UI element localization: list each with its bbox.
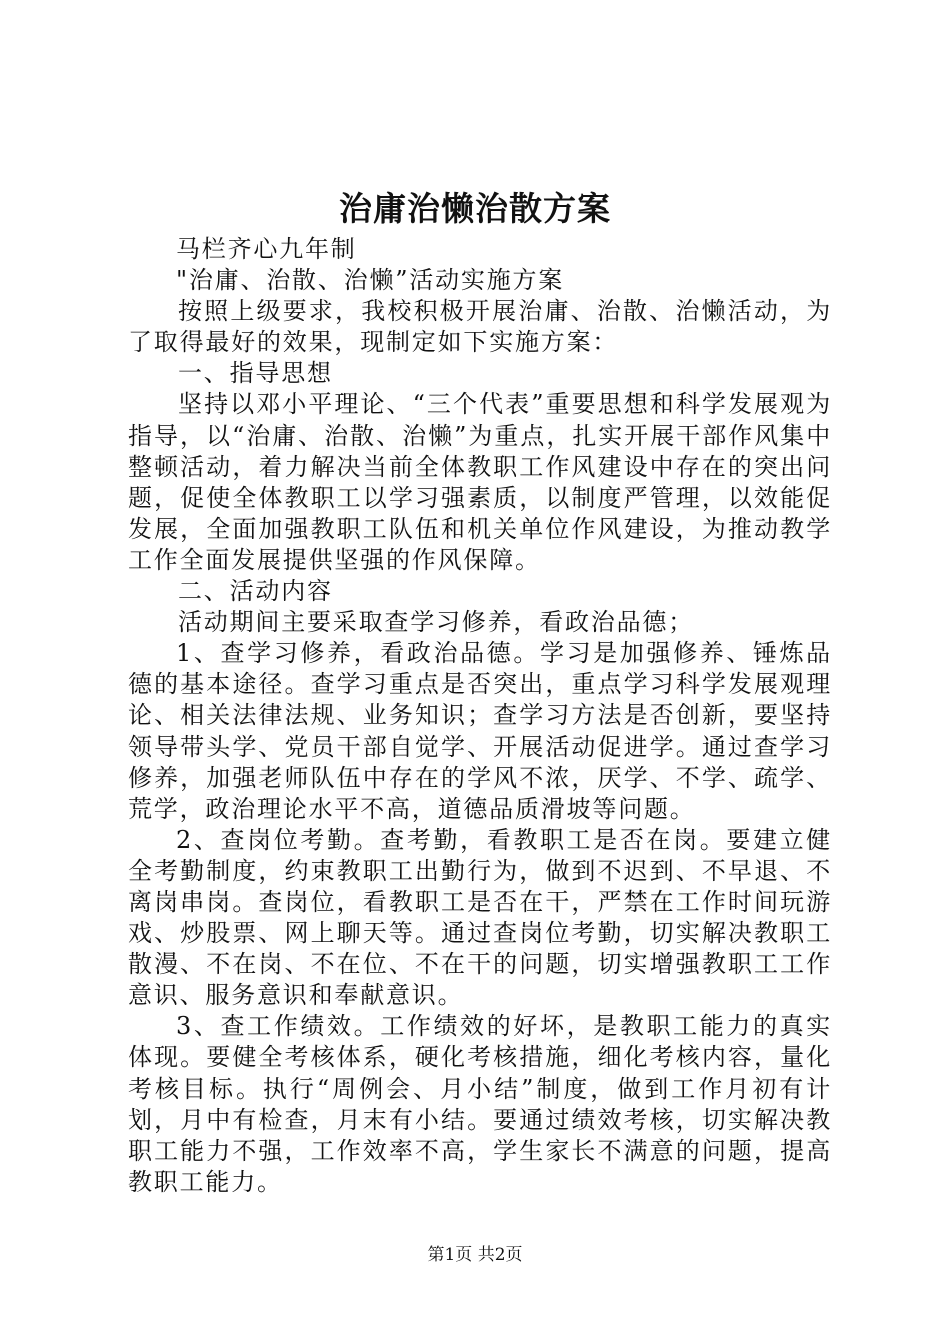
document-title: 治庸治懒治散方案 <box>339 189 611 228</box>
section-heading-activity-content: 二、活动内容 <box>178 577 333 606</box>
section-heading-guiding-thought: 一、指导思想 <box>178 359 333 388</box>
activity-summary-paragraph: 活动期间主要采取查学习修养，看政治品德； <box>178 608 694 637</box>
item-2-attendance-paragraph: 2、查岗位考勤。查考勤，看教职工是否在岗。要建立健全考勤制度，约束教职工出勤行为，做到不迟到、不早退、不离岗串岗。查岗位，看教职工是否在干，严禁在工作时间玩游戏、炒股票、网上聊天等。通过查岗位考勤，切实解决教职工散漫、不在岗、不在位、不在干的问题，切实增强教职工工作意识、服务意识和奉献意识。 <box>128 825 832 1010</box>
plan-subtitle-line: "治庸、治散、治懒”活动实施方案 <box>176 266 565 295</box>
item-3-performance-paragraph: 3、查工作绩效。工作绩效的好坏，是教职工能力的真实体现。要健全考核体系，硬化考核措施，细化考核内容，量化考核目标。执行“周例会、月小结”制度，做到工作月初有计划，月中有检查，月末有小结。要通过绩效考核，切实解决教职工能力不强，工作效率不高，学生家长不满意的问题，提高教职工能力。 <box>128 1012 832 1196</box>
school-name-line: 马栏齐心九年制 <box>176 235 357 263</box>
item-1-study-paragraph: 1、查学习修养，看政治品德。学习是加强修养、锤炼品德的基本途径。查学习重点是否突出，重点学习科学发展观理论、相关法律法规、业务知识；查学习方法是否创新，要坚持领导带头学、党员干部自觉学、开展活动促进学。通过查学习修养，加强老师队伍中存在的学风不浓，厌学、不学、疏学、荒学，政治理论水平不高，道德品质滑坡等问题。 <box>128 639 832 823</box>
intro-paragraph: 按照上级要求，我校积极开展治庸、治散、治懒活动，为了取得最好的效果，现制定如下实施方案： <box>128 297 832 357</box>
document-body <box>128 234 832 1198</box>
page-number-footer: 第1页 共2页 <box>427 1245 523 1265</box>
guiding-thought-paragraph: 坚持以邓小平理论、“三个代表”重要思想和科学发展观为指导，以“治庸、治散、治懒”为重点，扎实开展干部作风集中整顿活动，着力解决当前全体教职工作风建设中存在的突出问题，促使全体教职工以学习强素质，以制度严管理，以效能促发展，全面加强教职工队伍和机关单位作风建设，为推动教学工作全面发展提供坚强的作风保障。 <box>128 390 832 574</box>
